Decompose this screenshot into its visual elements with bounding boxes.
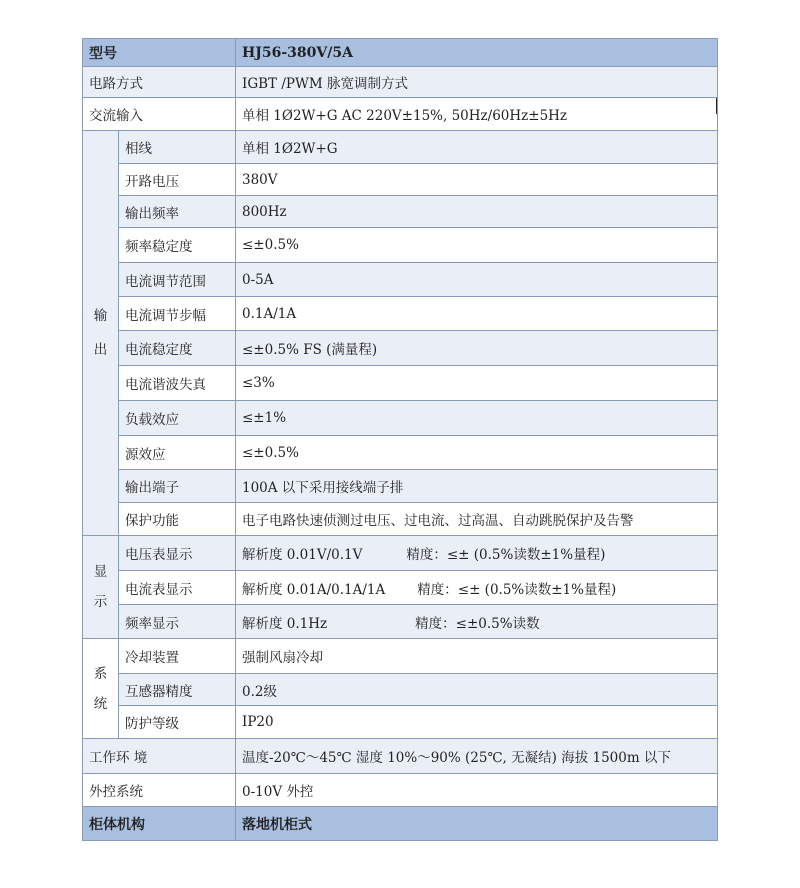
table-row bbox=[83, 98, 718, 131]
row-value: 强制风扇冷却 bbox=[236, 639, 718, 674]
row-label: 电压表显示 bbox=[119, 536, 236, 571]
row-value: 0.1A/1A bbox=[236, 297, 718, 331]
row-label: 电路方式 bbox=[83, 67, 236, 98]
row-label: 输出端子 bbox=[119, 470, 236, 503]
row-label: 相线 bbox=[119, 131, 236, 164]
table-row bbox=[83, 674, 718, 706]
row-label: 负载效应 bbox=[119, 401, 236, 436]
group-label-system: 系统 bbox=[83, 639, 119, 739]
table-row bbox=[83, 739, 718, 774]
row-value: 0.2级 bbox=[236, 674, 718, 706]
row-value: 800Hz bbox=[236, 196, 718, 228]
table-row bbox=[83, 774, 718, 807]
table-row bbox=[83, 196, 718, 228]
spec-table bbox=[82, 38, 718, 841]
row-label: 互感器精度 bbox=[119, 674, 236, 706]
row-value: 解析度 0.1Hz 精度：≤±0.5%读数 bbox=[236, 605, 718, 639]
row-value: 解析度 0.01A/0.1A/1A 精度：≤± (0.5%读数±1%量程) bbox=[236, 571, 718, 605]
table-row bbox=[83, 571, 718, 605]
table-row bbox=[83, 164, 718, 196]
row-value: 解析度 0.01V/0.1V 精度：≤± (0.5%读数±1%量程) bbox=[236, 536, 718, 571]
footer-row bbox=[83, 807, 718, 841]
row-label: 电流调节步幅 bbox=[119, 297, 236, 331]
header-row bbox=[83, 39, 718, 67]
row-label: 工作环 境 bbox=[83, 739, 236, 774]
table-row bbox=[83, 331, 718, 366]
group-label-output: 输出 bbox=[83, 131, 119, 536]
row-value: IP20 bbox=[236, 706, 718, 739]
row-value: ≤±0.5% bbox=[236, 436, 718, 470]
row-value: 温度-20℃～45℃ 湿度 10%～90% (25℃, 无凝结) 海拔 1500m 以下 bbox=[236, 739, 718, 774]
row-value: 电子电路快速侦测过电压、过电流、过高温、自动跳脱保护及告警 bbox=[236, 503, 718, 536]
table-row bbox=[83, 470, 718, 503]
row-value: ≤±0.5% bbox=[236, 228, 718, 263]
group-label-display: 显示 bbox=[83, 536, 119, 639]
row-label: 频率显示 bbox=[119, 605, 236, 639]
header-label: 型号 bbox=[83, 39, 236, 67]
table-row bbox=[83, 503, 718, 536]
row-label: 输出频率 bbox=[119, 196, 236, 228]
row-value: ≤3% bbox=[236, 366, 718, 401]
row-label: 电流谐波失真 bbox=[119, 366, 236, 401]
row-label: 源效应 bbox=[119, 436, 236, 470]
row-value: 0-10V 外控 bbox=[236, 774, 718, 807]
row-label: 频率稳定度 bbox=[119, 228, 236, 263]
table-row bbox=[83, 706, 718, 739]
row-value: 单相 1Ø2W+G AC 220V±15%, 50Hz/60Hz±5Hz bbox=[236, 98, 718, 131]
row-label: 保护功能 bbox=[119, 503, 236, 536]
table-row bbox=[83, 436, 718, 470]
row-label: 交流输入 bbox=[83, 98, 236, 131]
row-label: 外控系统 bbox=[83, 774, 236, 807]
row-value: ≤±0.5% FS (满量程) bbox=[236, 331, 718, 366]
row-value: 单相 1Ø2W+G bbox=[236, 131, 718, 164]
row-label: 冷却装置 bbox=[119, 639, 236, 674]
row-label: 防护等级 bbox=[119, 706, 236, 739]
row-label: 电流调节范围 bbox=[119, 263, 236, 297]
row-label: 开路电压 bbox=[119, 164, 236, 196]
row-label: 电流稳定度 bbox=[119, 331, 236, 366]
table-row bbox=[83, 605, 718, 639]
row-value: 100A 以下采用接线端子排 bbox=[236, 470, 718, 503]
row-value: 0-5A bbox=[236, 263, 718, 297]
row-label: 电流表显示 bbox=[119, 571, 236, 605]
table-row bbox=[83, 228, 718, 263]
footer-value: 落地机柜式 bbox=[236, 807, 718, 841]
table-row bbox=[83, 263, 718, 297]
row-value: 380V bbox=[236, 164, 718, 196]
table-row bbox=[83, 401, 718, 436]
table-row bbox=[83, 536, 718, 571]
table-row bbox=[83, 639, 718, 674]
table-row bbox=[83, 131, 718, 164]
table-row bbox=[83, 297, 718, 331]
table-row bbox=[83, 67, 718, 98]
table-row bbox=[83, 366, 718, 401]
header-value: HJ56-380V/5A bbox=[236, 39, 718, 67]
row-value: IGBT /PWM 脉宽调制方式 bbox=[236, 67, 718, 98]
footer-label: 柜体机构 bbox=[83, 807, 236, 841]
row-value: ≤±1% bbox=[236, 401, 718, 436]
